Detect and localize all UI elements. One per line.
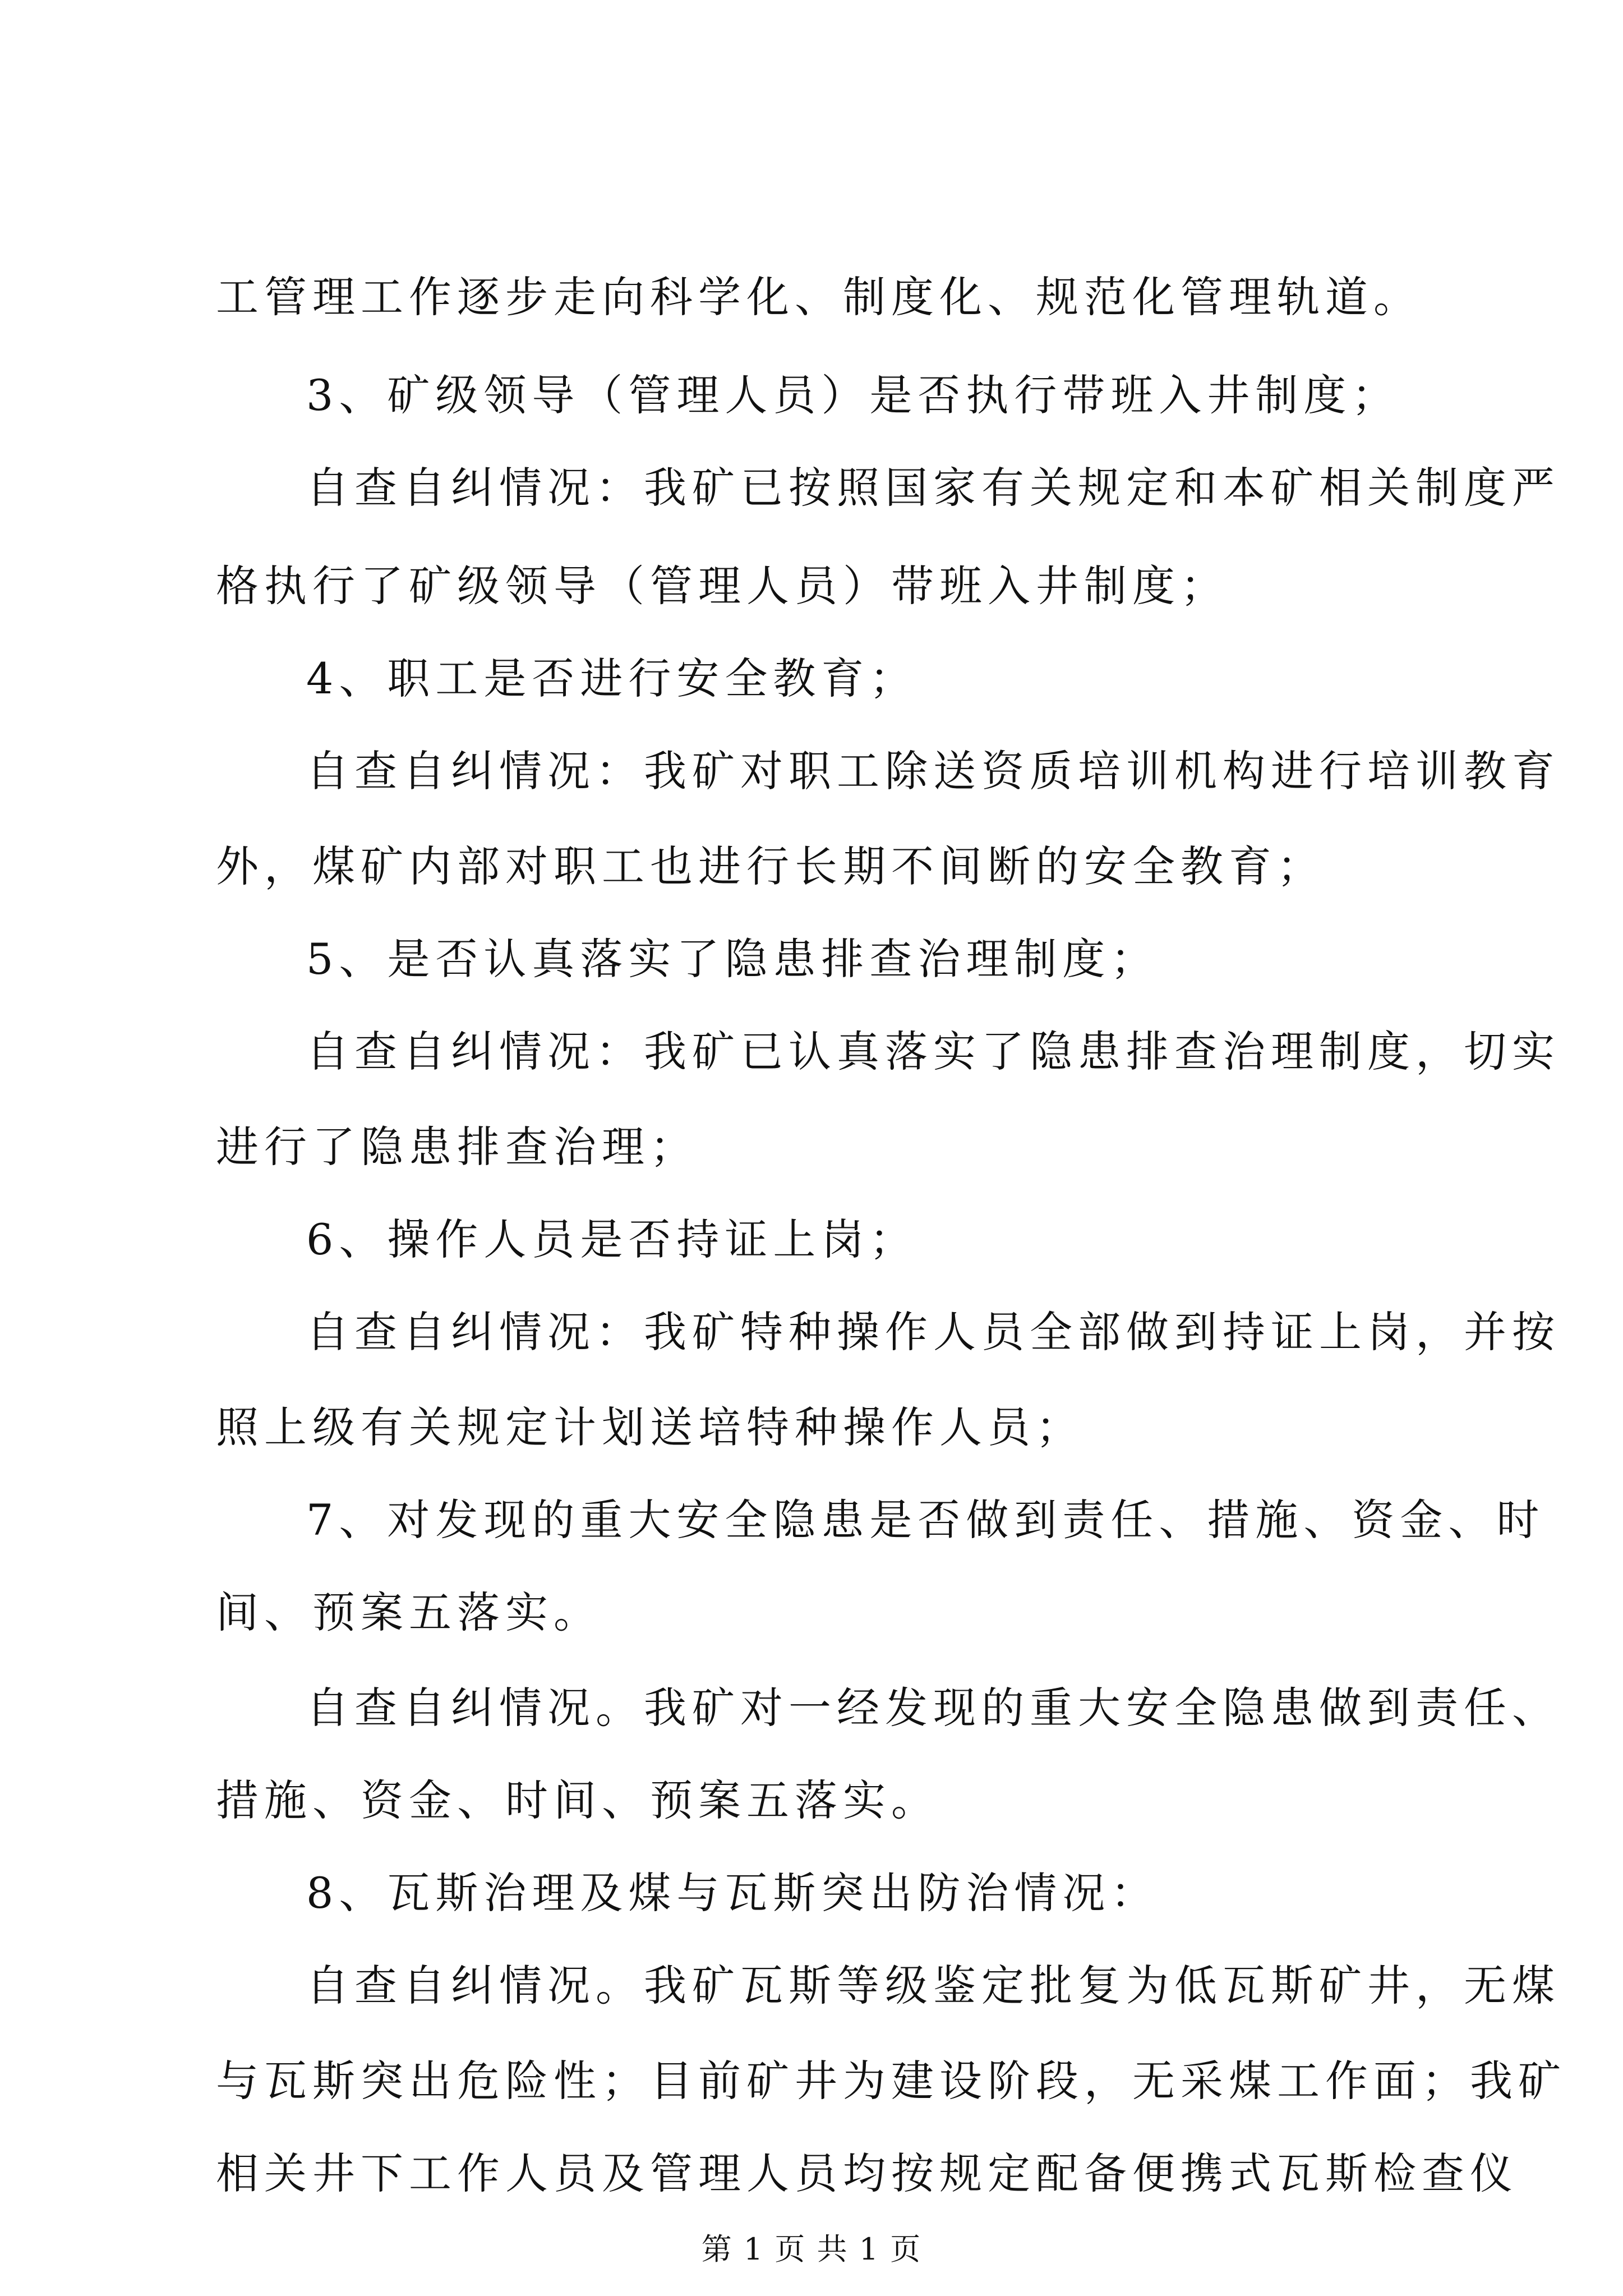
item-8-response-line-3: 相关井下工作人员及管理人员均按规定配备便携式瓦斯检查仪 [216,2148,1518,2198]
item-8-heading: 8、瓦斯治理及煤与瓦斯突出防治情况： [306,1868,1159,1918]
item-4-response-line-2: 外，煤矿内部对职工也进行长期不间断的安全教育； [216,841,1325,891]
item-8-response-line-2: 与瓦斯突出危险性；目前矿井为建设阶段，无采煤工作面；我矿 [216,2056,1566,2106]
item-5-response-line-1: 自查自纠情况：我矿已认真落实了隐患排查治理制度，切实 [306,1027,1560,1076]
item-7-heading-line-1: 7、对发现的重大安全隐患是否做到责任、措施、资金、时 [306,1495,1545,1545]
item-5-heading: 5、是否认真落实了隐患排查治理制度； [306,934,1159,984]
item-5-response-line-2: 进行了隐患排查治理； [216,1122,698,1172]
item-6-response-line-2: 照上级有关规定计划送培特种操作人员； [216,1402,1084,1452]
item-6-heading: 6、操作人员是否持证上岗； [306,1214,918,1264]
text-line-1: 工管理工作逐步走向科学化、制度化、规范化管理轨道。 [216,272,1422,322]
item-7-response-line-2: 措施、资金、时间、预案五落实。 [216,1775,939,1825]
item-3-heading: 3、矿级领导（管理人员）是否执行带班入井制度； [306,370,1400,420]
item-7-heading-line-2: 间、预案五落实。 [216,1588,602,1637]
item-4-heading: 4、职工是否进行安全教育； [306,654,918,703]
item-6-response-line-1: 自查自纠情况：我矿特种操作人员全部做到持证上岗，并按 [306,1307,1560,1357]
item-3-response-line-2: 格执行了矿级领导（管理人员）带班入井制度； [216,561,1229,611]
page-footer: 第 1 页 共 1 页 [701,2231,922,2267]
item-4-response-line-1: 自查自纠情况：我矿对职工除送资质培训机构进行培训教育 [306,746,1560,796]
item-3-response-line-1: 自查自纠情况：我矿已按照国家有关规定和本矿相关制度严 [306,463,1560,513]
item-7-response-line-1: 自查自纠情况。我矿对一经发现的重大安全隐患做到责任、 [306,1683,1560,1733]
item-8-response-line-1: 自查自纠情况。我矿瓦斯等级鉴定批复为低瓦斯矿井，无煤 [306,1961,1560,2010]
